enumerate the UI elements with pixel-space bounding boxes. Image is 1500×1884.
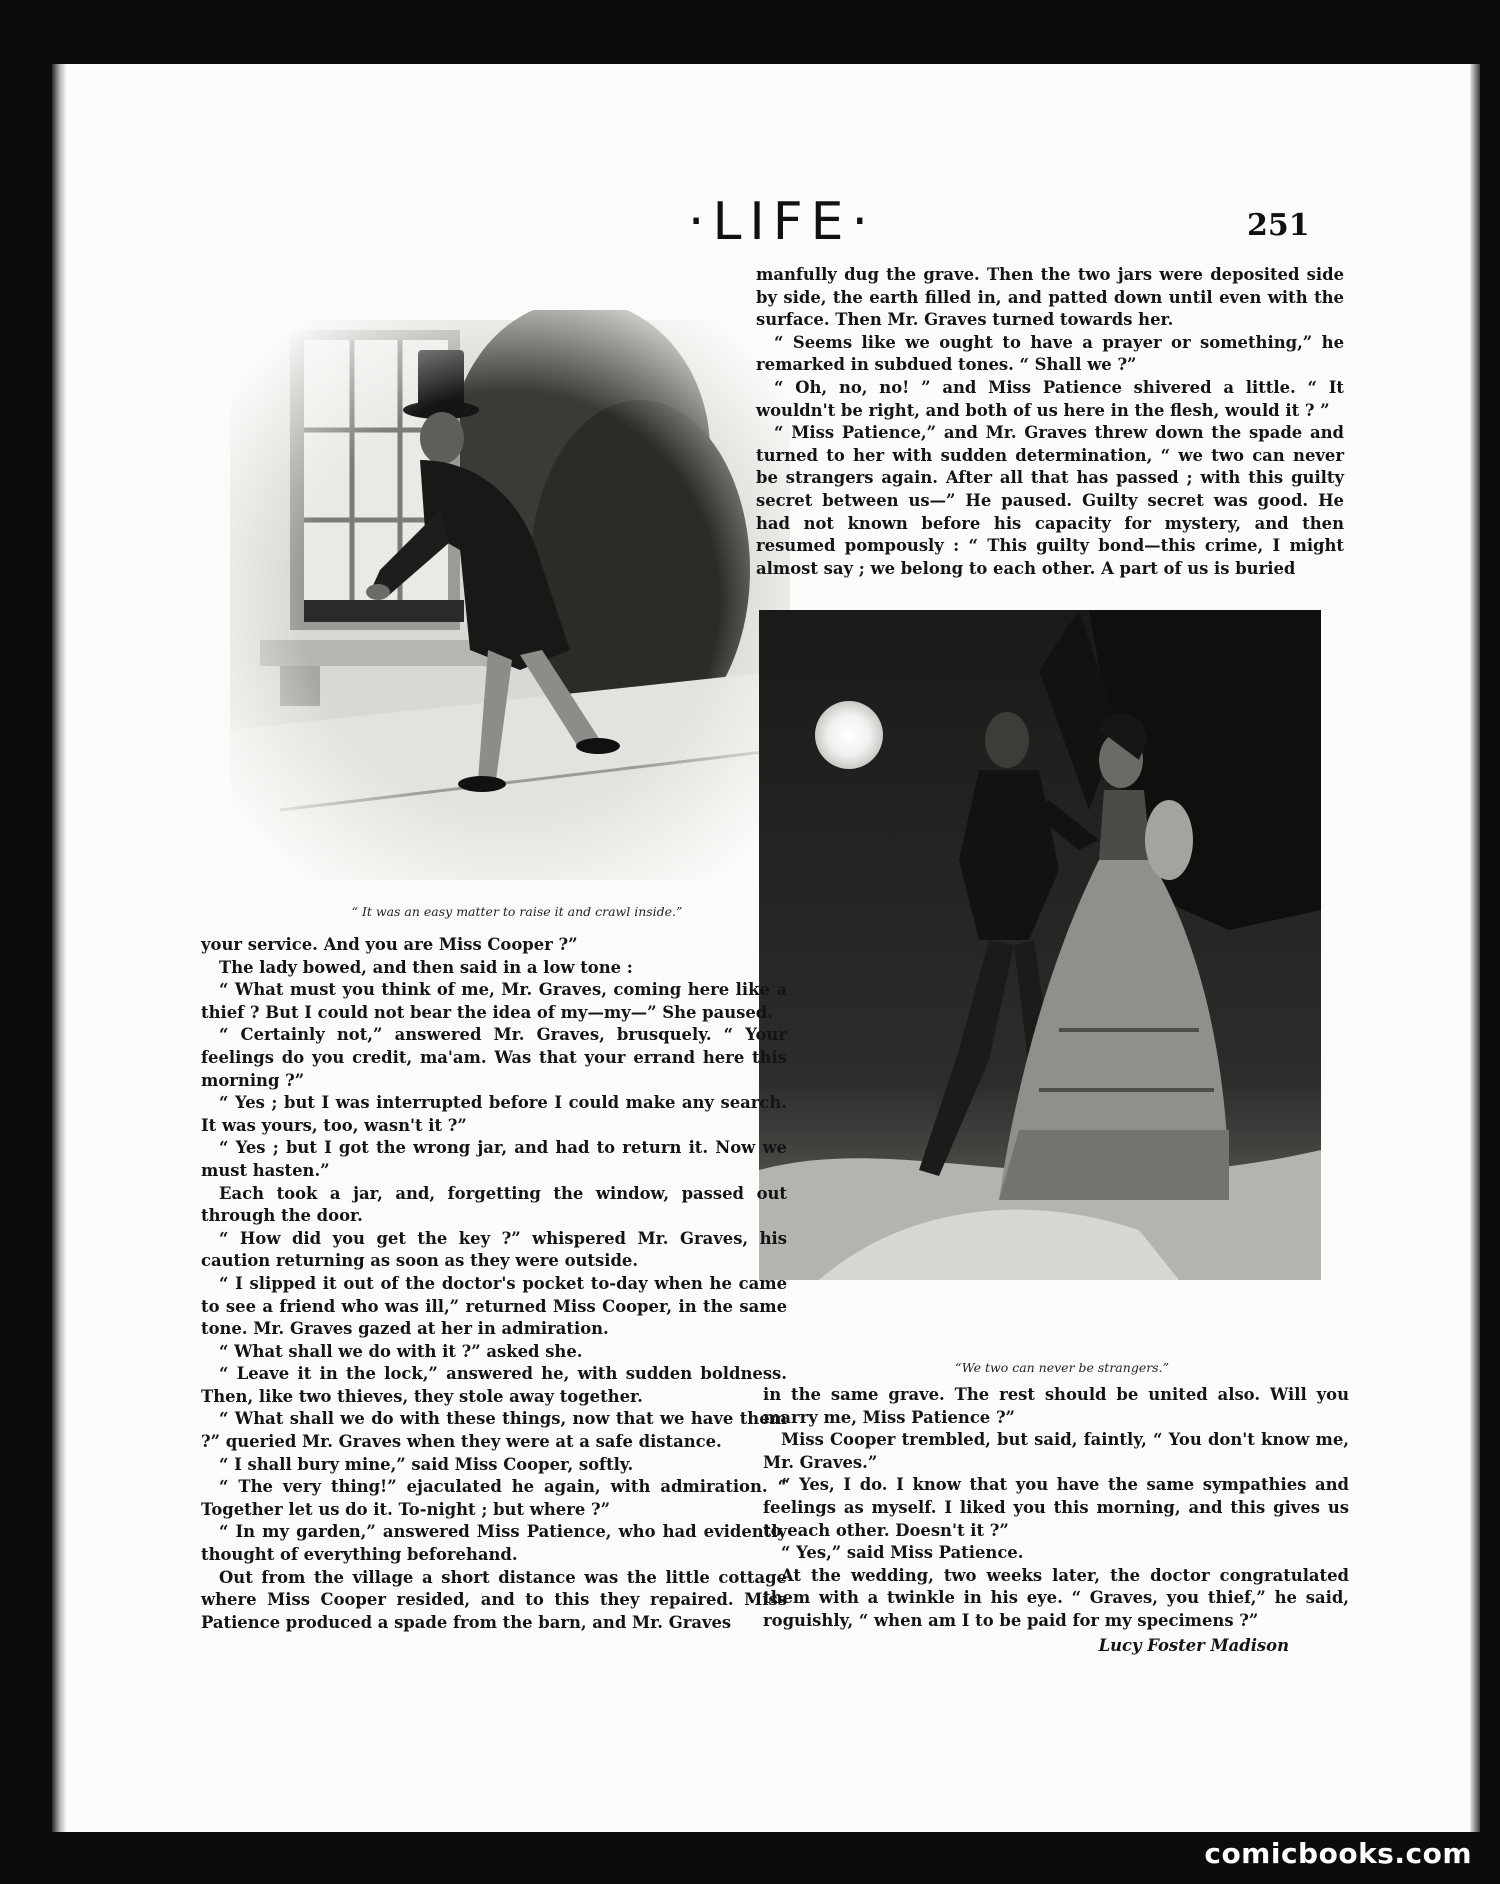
article-column-left — [201, 934, 787, 1634]
paragraph: your service. And you are Miss Cooper ?” — [201, 935, 578, 954]
paragraph: “ The very thing!” ejaculated he again, with admiration. “ Together let us do it. To-night ; but where ?” — [201, 1477, 787, 1519]
site-watermark: comicbooks.com — [1204, 1837, 1472, 1870]
paragraph: manfully dug the grave. Then the two jars were deposited side by side, the earth filled in, and patted down until even with the surface. Then Mr. Graves turned towards her. — [756, 265, 1344, 330]
paragraph: “ What must you think of me, Mr. Graves, coming here like a thief ? But I could not bear the idea of my—my—” She paused. — [201, 980, 787, 1022]
illustration-caption-left: “ It was an easy matter to raise it and crawl inside.” — [351, 904, 683, 919]
paragraph: “ Certainly not,” answered Mr. Graves, brusquely. “ Your feelings do you credit, ma'am. Was that your errand here this morning ?” — [201, 1025, 787, 1090]
article-column-right-bottom — [763, 1384, 1349, 1657]
paragraph: “ Yes ; but I got the wrong jar, and had to return it. Now we must hasten.” — [201, 1138, 787, 1180]
paragraph: “ Seems like we ought to have a prayer or something,” he remarked in subdued tones. “ Shall we ?” — [756, 332, 1344, 375]
paragraph: “ Yes, I do. I know that you have the same sympathies and feelings as myself. I liked you this morning, and this gives us to each other. Doesn't it ?” — [763, 1475, 1349, 1540]
binding-gutter — [52, 64, 66, 1832]
paragraph: “ I shall bury mine,” said Miss Cooper, softly. — [219, 1454, 634, 1474]
illustration-couple-moonlight — [759, 610, 1321, 1280]
paragraph: “ How did you get the key ?” whispered Mr. Graves, his caution returning as soon as they were outside. — [201, 1228, 787, 1271]
scanned-page — [52, 64, 1480, 1832]
paragraph: Miss Cooper trembled, but said, faintly, “ You don't know me, Mr. Graves.” — [763, 1430, 1349, 1472]
paragraph: “ In my garden,” answered Miss Patience, who had evidently thought of everything beforehand. — [201, 1522, 787, 1565]
illustration-man-at-window — [220, 310, 800, 890]
paragraph: “ Leave it in the lock,” answered he, with sudden boldness. Then, like two thieves, they stole away together. — [201, 1364, 787, 1406]
magazine-masthead: ·LIFE· — [687, 192, 877, 252]
paragraph: “ Oh, no, no! ” and Miss Patience shivered a little. “ It wouldn't be right, and both of us here in the flesh, would it ? ” — [756, 377, 1344, 420]
article-column-right-top — [756, 264, 1344, 580]
paragraph: The lady bowed, and then said in a low tone : — [219, 957, 633, 977]
paragraph: “ Yes ; but I was interrupted before I could make any search. It was yours, too, wasn't it ?” — [201, 1093, 787, 1135]
paragraph: Out from the village a short distance was the little cottage where Miss Cooper resided, and to this they repaired. Miss Patience produced a spade from the barn, and Mr. Graves — [201, 1567, 787, 1632]
paragraph: “ Miss Patience,” and Mr. Graves threw down the spade and turned to her with sudden determination, “ we two can never be strangers again. After all that has passed ; with this guilty secret between us—” He paused. Guilty secret was good. He had not known before his capacity for mystery, and then resumed pompously : “ This guilty bond—this crime, I might almost say ; we belong to each other. A part of us is buried — [756, 423, 1344, 578]
paragraph: “ What shall we do with it ?” asked she. — [219, 1341, 583, 1361]
page-number: 251 — [1247, 208, 1310, 243]
paragraph: Each took a jar, and, forgetting the window, passed out through the door. — [201, 1183, 787, 1226]
paragraph: At the wedding, two weeks later, the doctor congratulated them with a twinkle in his eye. “ Graves, you thief,” he said, roguishly, “ when am I to be paid for my specimens ?” — [763, 1565, 1349, 1630]
paragraph: “ What shall we do with these things, now that we have them ?” queried Mr. Graves when they were at a safe distance. — [201, 1409, 787, 1452]
paragraph: “ I slipped it out of the doctor's pocket to-day when he came to see a friend who was ill,” returned Miss Cooper, in the same tone. Mr. Graves gazed at her in admiration. — [201, 1273, 787, 1339]
page-edge — [1470, 64, 1480, 1832]
illustration-caption-right: “We two can never be strangers.” — [955, 1360, 1169, 1375]
author-signature: Lucy Foster Madison — [1098, 1635, 1289, 1655]
paragraph: “ Yes,” said Miss Patience. — [781, 1543, 1024, 1563]
paragraph: in the same grave. The rest should be united also. Will you marry me, Miss Patience ?” — [763, 1385, 1349, 1427]
